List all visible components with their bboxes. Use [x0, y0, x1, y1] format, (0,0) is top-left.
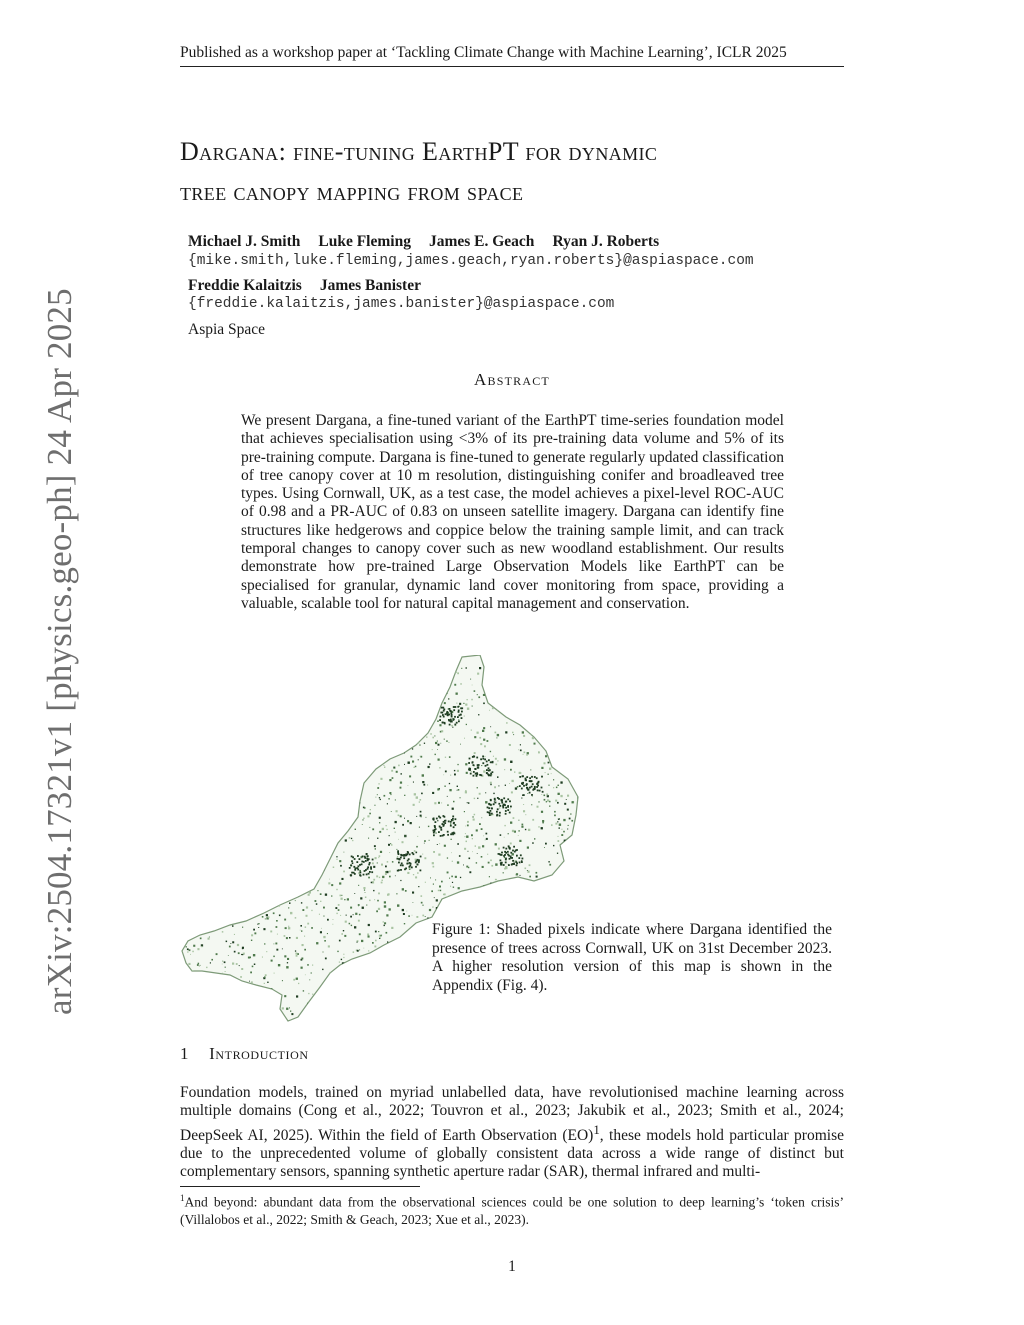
paper-title — [180, 132, 860, 212]
arxiv-stamp[interactable]: arXiv:2504.17321v1 [physics.geo-ph] 24 Apr 2025 — [40, 288, 79, 1015]
intro-text: Foundation models, trained on myriad unlabelled data, have revolutionised machine learning across multiple domains (Cong et al., 2022; Touvron et al., 2023; Jakubik et al., 2023; Smith et al., 2024; DeepSeek AI, 2025). Within the field of Earth Observation (EO) — [180, 1084, 844, 1144]
footnote-text: And beyond: abundant data from the observational sciences could be one solution to deep learning’s ‘token crisis’ (Villalobos et al., 2022; Smith & Geach, 2023; Xue et al., 2023). — [180, 1194, 844, 1227]
abstract-text: We present Dargana, a fine-tuned variant of the EarthPT time-series foundation model that achieves specialisation using <3% of its pre-training data volume and 5% of its pre-training compute. Dargana is fine-tuned to generate regularly updated classification of tree canopy cover at 10 m resolution, distinguishing conifer and broadleaved tree types. Using Cornwall, UK, as a test case, the model achieves a pixel-level ROC-AUC of 0.98 and a PR-AUC of 0.83 on unseen satellite imagery. Dargana can identify fine structures like hedgerows and coppice below the training sample limit, and can track temporal changes to canopy cover such as new woodland establishment. Our results demonstrate how pre-trained Large Observation Models like EarthPT can be specialised for granular, dynamic land cover monitoring from space, providing a valuable, scalable tool for natural capital management and conservation. — [241, 412, 784, 612]
footnote-rule — [180, 1186, 420, 1187]
author-row-1 — [188, 233, 677, 251]
author-name: Luke Fleming — [318, 233, 411, 250]
footnote-reference[interactable]: 1 — [593, 1121, 600, 1137]
author-row-2 — [188, 277, 439, 295]
affiliation: Aspia Space — [188, 321, 266, 338]
intro-text-cont: , these models hold particular promise due to the unprecedented volume of globally consistent data across a wide range of distinct but complementary sensors, spanning synthetic aperture radar (SAR), thermal infrared and multi- — [180, 1126, 844, 1181]
running-head: Published as a workshop paper at ‘Tackling Climate Change with Machine Learning’, ICLR 2025 — [180, 44, 844, 67]
author-name: James Banister — [319, 277, 421, 294]
abstract-heading: Abstract — [474, 370, 550, 389]
figure-1-caption: Figure 1: Shaded pixels indicate where Dargana identified the presence of trees across Cornwall, UK on 31st December 2023. A higher resolution version of this map is shown in the Appendix (Fig. 4). — [432, 921, 832, 994]
title-line-1: Dargana: fine-tuning EarthPT for dynamic — [180, 137, 658, 166]
section-heading — [180, 1044, 309, 1064]
author-name: Ryan J. Roberts — [552, 233, 660, 250]
author-name: James E. Geach — [428, 233, 535, 250]
section-number: 1 — [180, 1044, 190, 1063]
title-line-2: tree canopy mapping from space — [180, 177, 524, 206]
footnote-mark: 1 — [180, 1193, 185, 1203]
page-number: 1 — [508, 1258, 516, 1275]
author-emails-2: {freddie.kalaitzis,james.banister}@aspiaspace.com — [188, 296, 615, 312]
author-name: Michael J. Smith — [188, 233, 301, 250]
author-name: Freddie Kalaitzis — [188, 277, 302, 294]
author-emails-1: {mike.smith,luke.fleming,james.geach,ryan.roberts}@aspiaspace.com — [188, 253, 754, 269]
introduction-paragraph — [180, 1084, 844, 1182]
section-title: Introduction — [209, 1044, 309, 1063]
footnote — [180, 1190, 844, 1228]
